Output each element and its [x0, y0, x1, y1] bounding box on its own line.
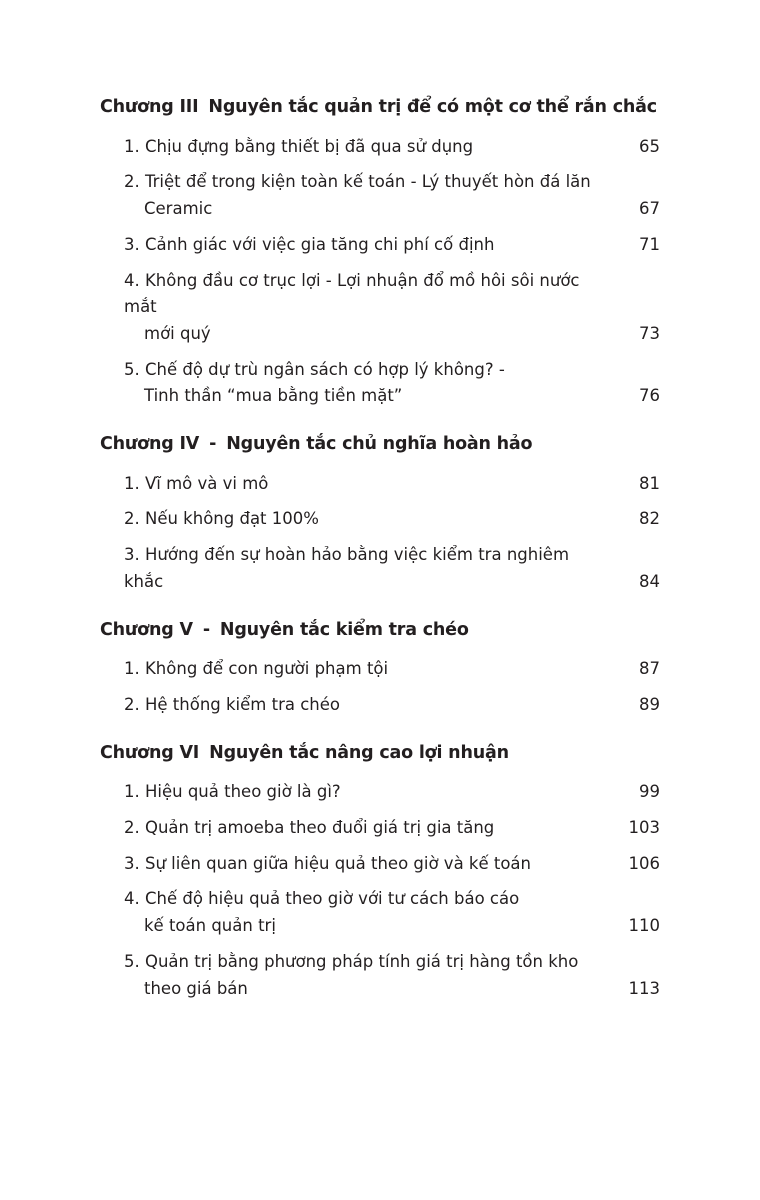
toc-entry-line: 4. Không đầu cơ trục lợi - Lợi nhuận đổ mồ hôi sôi nước mắt [124, 270, 580, 317]
toc-entry[interactable] [100, 815, 660, 842]
chapter-block [100, 619, 660, 719]
toc-entry-page-number: 110 [628, 916, 660, 936]
toc-entry-title [124, 851, 531, 878]
toc-entry-title [124, 471, 268, 498]
toc-entry-page-number: 106 [628, 853, 660, 873]
toc-entry-title [124, 506, 319, 533]
toc-entry[interactable] [100, 542, 660, 595]
chapter-label: Chương VI [100, 742, 200, 763]
toc-entry-line: 2. Quản trị amoeba theo đuổi giá trị gia tăng [124, 818, 495, 837]
toc-entry-title [124, 232, 494, 259]
toc-entry-title [124, 542, 594, 595]
toc-entry-line: Ceramic [144, 199, 213, 219]
toc-entry-line: 4. Chế độ hiệu quả theo giờ với tư cách báo cáo [124, 889, 520, 909]
toc-entry-line: 1. Vĩ mô và vi mô [124, 473, 269, 493]
toc-entry-title [124, 268, 594, 348]
toc-entry[interactable] [100, 656, 660, 683]
toc-entry[interactable] [100, 506, 660, 533]
toc-entry[interactable] [100, 169, 660, 222]
chapter-title: Nguyên tắc nâng cao lợi nhuận [209, 742, 509, 763]
toc-entry-title [124, 886, 519, 939]
toc-entry-page-number: 76 [639, 386, 660, 406]
toc-entry-line: 3. Sự liên quan giữa hiệu quả theo giờ và kế toán [124, 853, 532, 873]
toc-entry-title [124, 169, 591, 222]
toc-entry[interactable] [100, 134, 660, 161]
toc-entry[interactable] [100, 886, 660, 939]
chapter-separator: - [209, 434, 217, 455]
toc-entry-line: 1. Chịu đựng bằng thiết bị đã qua sử dụng [124, 136, 474, 156]
toc-entry-title [124, 949, 578, 1002]
toc-entry-title [124, 692, 340, 719]
toc-entry-page-number: 84 [639, 571, 660, 591]
chapter-title: Nguyên tắc quản trị để có một cơ thể rắn chắc [208, 97, 657, 117]
toc-entry-page-number: 113 [628, 978, 660, 998]
toc-entry-page-number: 73 [639, 323, 660, 343]
chapter-label: Chương IV [100, 434, 200, 455]
toc-entry[interactable] [100, 357, 660, 410]
toc-entry-line: 2. Nếu không đạt 100% [124, 509, 319, 529]
toc-entry-page-number: 71 [639, 234, 660, 254]
chapter-spacer [100, 419, 660, 433]
toc-entry-line: 2. Triệt để trong kiện toàn kế toán - Lý thuyết hòn đá lăn [124, 172, 591, 192]
toc-entry[interactable] [100, 779, 660, 806]
chapter-heading[interactable] [100, 742, 660, 766]
toc-entry-line: 3. Hướng đến sự hoàn hảo bằng việc kiểm tra nghiêm khắc [124, 545, 570, 591]
chapter-heading[interactable] [100, 619, 660, 643]
toc-entry-title [124, 656, 388, 683]
chapter-title: Nguyên tắc kiểm tra chéo [219, 619, 469, 640]
chapter-heading[interactable] [100, 433, 660, 457]
toc-entry-line: theo giá bán [144, 978, 248, 998]
toc-entry[interactable] [100, 232, 660, 259]
chapter-spacer [100, 605, 660, 619]
toc-entry[interactable] [100, 692, 660, 719]
table-of-contents [100, 96, 660, 1002]
chapter-block [100, 742, 660, 1003]
toc-entry[interactable] [100, 268, 660, 348]
toc-entry-line: 1. Hiệu quả theo giờ là gì? [124, 782, 341, 802]
toc-entry-page-number: 89 [639, 694, 660, 714]
toc-entry[interactable] [100, 949, 660, 1002]
toc-entry-page-number: 87 [639, 659, 660, 679]
chapter-label: Chương V [100, 619, 193, 640]
toc-entry-line: kế toán quản trị [144, 916, 276, 936]
toc-entry-title [124, 779, 341, 806]
toc-entry-line: 2. Hệ thống kiểm tra chéo [124, 694, 340, 714]
toc-entry-page-number: 65 [639, 136, 660, 156]
toc-entry-line: Tinh thần “mua bằng tiền mặt” [144, 386, 403, 406]
chapter-heading[interactable] [100, 96, 660, 120]
toc-entry-page-number: 103 [628, 818, 660, 837]
chapter-spacer [100, 728, 660, 742]
toc-entry-title [124, 815, 494, 842]
toc-entry-line: 5. Chế độ dự trù ngân sách có hợp lý không? - [124, 359, 505, 379]
toc-entry[interactable] [100, 471, 660, 498]
toc-entry-page-number: 81 [639, 473, 660, 493]
chapter-block [100, 96, 660, 410]
chapter-block [100, 433, 660, 596]
toc-entry-page-number: 82 [639, 509, 660, 529]
toc-entry-page-number: 67 [639, 199, 660, 219]
chapter-separator: - [202, 619, 210, 640]
toc-entry[interactable] [100, 851, 660, 878]
toc-entry-title [124, 134, 473, 161]
toc-entry-line: mới quý [144, 323, 211, 343]
toc-entry-line: 5. Quản trị bằng phương pháp tính giá trị hàng tồn kho [124, 951, 579, 971]
chapter-label: Chương III [100, 97, 199, 117]
toc-entry-title [124, 357, 505, 410]
chapter-title: Nguyên tắc chủ nghĩa hoàn hảo [226, 434, 533, 455]
toc-entry-page-number: 99 [639, 782, 660, 802]
toc-entry-line: 1. Không để con người phạm tội [124, 659, 389, 679]
toc-entry-line: 3. Cảnh giác với việc gia tăng chi phí cố định [124, 234, 495, 254]
